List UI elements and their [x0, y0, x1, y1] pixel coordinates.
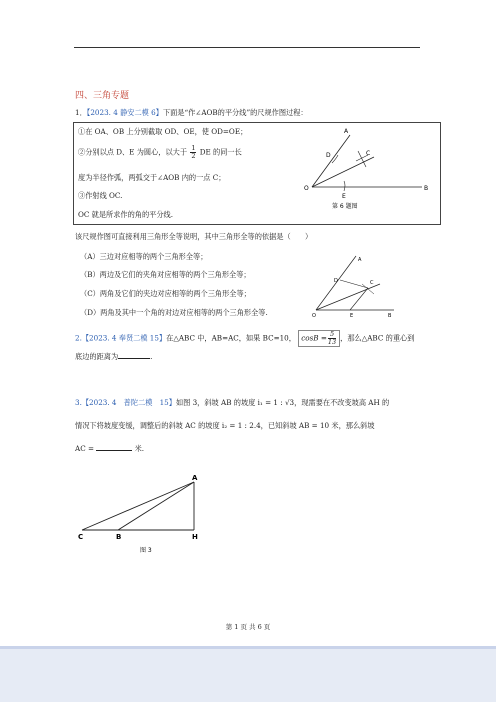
- q3-figure: [74, 472, 214, 564]
- q3-answer-blank[interactable]: [96, 444, 132, 451]
- q1-option-figure: [310, 252, 400, 318]
- q1-number: 1．: [75, 108, 87, 117]
- fig2-label-C: C: [370, 280, 374, 286]
- section-title: 四、三角专题: [75, 91, 130, 101]
- q2-line1: [75, 330, 414, 347]
- fig2-label-O: O: [312, 313, 316, 318]
- fig2-label-B: B: [388, 313, 392, 318]
- q3-source: 【2023. 4 普陀二模 15】: [81, 398, 176, 407]
- q1-question: 该尺规作图可直接利用三角形全等说明，其中三角形全等的依据是（ ）: [75, 232, 313, 241]
- q1-option-c[interactable]: （C）两角及它们的夹边对应相等的两个三角形全等；: [80, 289, 251, 298]
- page-shadow: [0, 646, 496, 649]
- fig2-label-D: D: [334, 278, 338, 284]
- q2-cos-formula: cosB = $\frac{5}{13}$: [298, 330, 340, 347]
- fig2-label-A: A: [358, 257, 362, 263]
- fig3-label-H: H: [192, 533, 198, 541]
- header-rule: [74, 47, 420, 48]
- q1-step2: [78, 145, 242, 160]
- q2-line2: [75, 352, 152, 361]
- q2-text-a: 在△ABC 中，AB=AC，如果 BC=10，: [166, 333, 296, 343]
- viewer-background: [0, 646, 496, 702]
- q3-text-1: 如图 3，斜坡 AB 的坡度 i₁ = 1 : √3，现需要在不改变坡高 AH 的: [175, 398, 390, 407]
- q3-text-ac: AC =: [75, 444, 94, 453]
- q2-answer-blank[interactable]: [118, 352, 153, 361]
- q2-number: 2.: [75, 333, 82, 343]
- fig1-label-O: O: [304, 185, 309, 192]
- q2-text-b: ，那么△ABC 的重心到: [340, 333, 415, 343]
- fig1-label-A: A: [344, 128, 349, 135]
- q1-header: [75, 108, 308, 117]
- q1-source: 【2023. 4 静安二模 6】: [86, 108, 163, 117]
- q2-text-c: 底边的距离为: [75, 352, 119, 361]
- q2-text-end: .: [150, 352, 153, 361]
- q1-option-a[interactable]: （A）三边对应相等的两个三角形全等；: [80, 252, 208, 261]
- q3-line1: [75, 398, 389, 407]
- q1-stem: 下面是“作∠AOB的平分线”的尺规作图过程：: [162, 108, 308, 117]
- q2-source: 【2023. 4 奉贤二模 15】: [81, 333, 167, 343]
- q1-step2-text-b: DE 的同一长: [199, 147, 242, 157]
- q1-step1: ①在 OA、OB 上分别截取 OD、OE，使 OD=OE；: [78, 127, 248, 136]
- q1-construction-box: [73, 122, 441, 225]
- q1-half-fraction: $\frac{1}{2}$: [191, 144, 196, 160]
- fig3-caption: 图 3: [140, 547, 152, 554]
- q1-step2-text-a: ②分别以点 D、E 为圆心，以大于: [78, 147, 188, 157]
- fig1-label-C: C: [366, 150, 371, 157]
- page-footer: 第 1 页 共 6 页: [225, 623, 271, 631]
- q1-step2-cont: 度为半径作弧，两弧交于∠AOB 内的一点 C；: [78, 173, 226, 182]
- q1-option-b[interactable]: （B）两边及它们的夹角对应相等的两个三角形全等；: [80, 270, 251, 279]
- fig1-caption: 第 6 题图: [332, 203, 358, 210]
- fig3-label-B: B: [116, 533, 122, 541]
- q3-number: 3.: [75, 398, 82, 407]
- fig3-label-C: C: [78, 533, 84, 541]
- q1-step3: ③作射线 OC.: [78, 191, 123, 200]
- fig3-label-A: A: [192, 474, 198, 482]
- q3-line2: 情况下将坡度变缓，调整后的斜坡 AC 的坡度 i₂ = 1 : 2.4，已知斜坡 AB = 10 米，那么斜坡: [75, 421, 375, 430]
- fig1-label-D: D: [326, 152, 331, 159]
- fig1-label-B: B: [424, 185, 429, 192]
- fig1-label-E: E: [342, 193, 346, 200]
- fig2-label-E: E: [350, 313, 354, 318]
- q1-option-d[interactable]: （D）两角及其中一个角的对边对应相等的两个三角形全等.: [80, 308, 268, 317]
- q1-figure: [292, 125, 437, 211]
- q1-step4: OC 就是所求作的角的平分线.: [78, 210, 174, 219]
- q3-text-unit: 米.: [134, 444, 145, 453]
- q3-line3: [75, 444, 144, 453]
